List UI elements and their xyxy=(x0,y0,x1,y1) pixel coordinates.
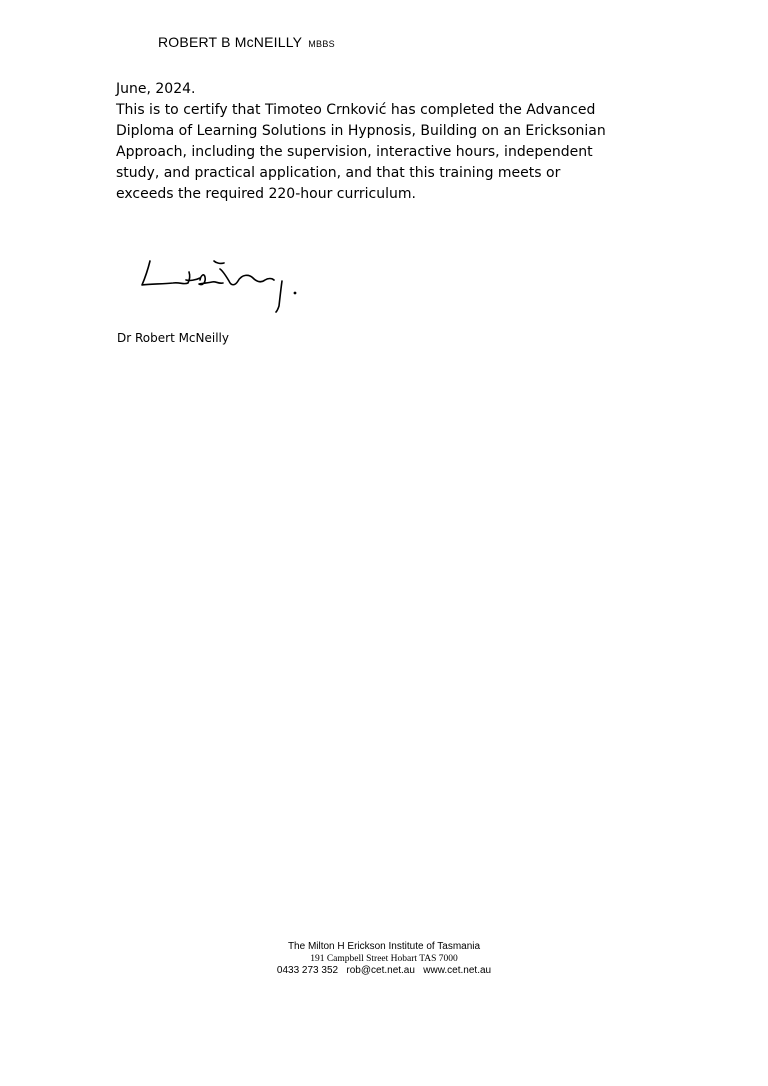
letter-date: June, 2024. xyxy=(116,81,196,97)
letter-line: This is to certify that Timoteo Crnković has completed the Advanced xyxy=(116,102,596,118)
doctor-name: ROBERT B McNEILLY xyxy=(158,34,303,50)
phone-number: 0433 273 352 xyxy=(276,965,339,976)
letterhead xyxy=(158,34,335,50)
letter-line: Approach, including the supervision, interactive hours, independent xyxy=(116,144,593,160)
contact-line xyxy=(0,965,768,977)
letter-line: Diploma of Learning Solutions in Hypnosis, Building on an Ericksonian xyxy=(116,123,606,139)
handwritten-signature xyxy=(138,253,308,318)
letter-body xyxy=(116,79,636,205)
email-link[interactable]: rob@cet.net.au xyxy=(346,965,415,976)
letter-line: exceeds the required 220-hour curriculum. xyxy=(116,186,416,202)
institute-name: The Milton H Erickson Institute of Tasmania xyxy=(287,941,481,952)
letter-line: study, and practical application, and that this training meets or xyxy=(116,165,561,181)
website-link[interactable]: www.cet.net.au xyxy=(423,965,492,976)
institute-address: 191 Campbell Street Hobart TAS 7000 xyxy=(310,954,458,964)
signer-name: Dr Robert McNeilly xyxy=(117,331,229,345)
footer xyxy=(0,941,768,977)
credential: MBBS xyxy=(308,39,335,49)
